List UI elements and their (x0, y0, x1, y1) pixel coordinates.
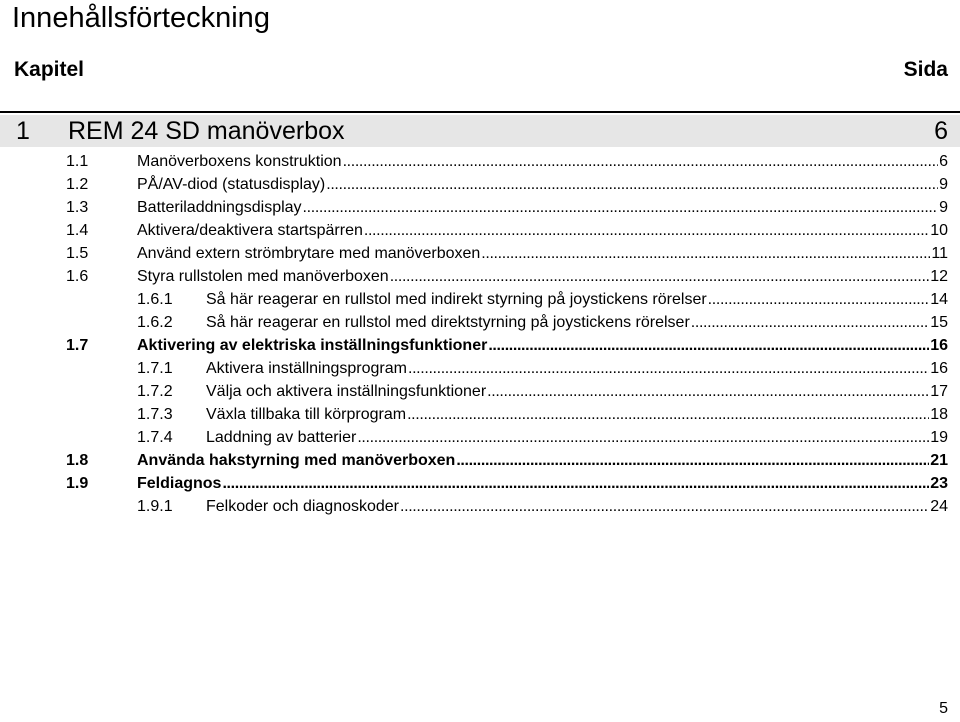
toc-entry-title: Använd extern strömbrytare med manöverboxen (137, 245, 481, 262)
toc-entry[interactable] (0, 403, 960, 426)
toc-entry-page: 9 (939, 199, 948, 216)
toc-entry-title: Växla tillbaka till körprogram (206, 406, 407, 423)
toc-entry[interactable] (0, 380, 960, 403)
toc-entry[interactable] (0, 449, 960, 472)
toc-entry-title: Manöverboxens konstruktion (137, 153, 342, 170)
toc-entry[interactable] (0, 196, 960, 219)
toc-entry[interactable] (0, 173, 960, 196)
toc-entry[interactable] (0, 334, 960, 357)
toc-entry-page: 6 (939, 153, 948, 170)
toc-entry[interactable] (0, 495, 960, 518)
toc-entry-number: 1.7 (66, 337, 89, 354)
dot-leader (303, 196, 939, 219)
page-title: Innehållsförteckning (12, 2, 270, 34)
toc-entry-number: 1.6.2 (137, 314, 173, 331)
dot-leader (222, 472, 929, 495)
dot-leader (400, 495, 929, 518)
dot-leader (487, 380, 929, 403)
column-header-page: Sida (903, 58, 948, 81)
toc-entry-page: 16 (930, 337, 948, 354)
toc-entry-number: 1.7.2 (137, 383, 173, 400)
toc-entry-page: 23 (930, 475, 948, 492)
chapter-number: 1 (16, 116, 30, 145)
toc-entry-page: 24 (930, 498, 948, 515)
toc-entry-title: Så här reagerar en rullstol med indirekt styrning på joystickens rörelser (206, 291, 707, 308)
dot-leader (326, 173, 938, 196)
toc-entry[interactable] (0, 242, 960, 265)
dot-leader (390, 265, 930, 288)
toc-entry-number: 1.8 (66, 452, 89, 469)
toc-entry-number: 1.9.1 (137, 498, 173, 515)
toc-entry-title: PÅ/AV-diod (statusdisplay) (137, 176, 326, 193)
toc-entry-title: Använda hakstyrning med manöverboxen (137, 452, 456, 469)
toc-entry-title: Felkoder och diagnoskoder (206, 498, 400, 515)
toc-entry[interactable] (0, 311, 960, 334)
toc-entry[interactable] (0, 288, 960, 311)
toc-entry[interactable] (0, 265, 960, 288)
dot-leader (343, 150, 939, 173)
toc-entry-page: 16 (930, 360, 948, 377)
toc-entry-title: Styra rullstolen med manöverboxen (137, 268, 389, 285)
toc-entry-number: 1.2 (66, 176, 89, 193)
dot-leader (456, 449, 929, 472)
toc-entry[interactable] (0, 472, 960, 495)
toc-entry-title: Batteriladdningsdisplay (137, 199, 302, 216)
toc-entry-title: Laddning av batterier (206, 429, 357, 446)
toc-entry-title: Aktivera/deaktivera startspärren (137, 222, 363, 239)
toc-list (0, 150, 960, 518)
toc-entry[interactable] (0, 150, 960, 173)
toc-entry-page: 19 (930, 429, 948, 446)
toc-entry-title: Aktivera inställningsprogram (206, 360, 407, 377)
toc-entry-title: Feldiagnos (137, 475, 222, 492)
toc-entry-number: 1.5 (66, 245, 89, 262)
toc-entry-number: 1.3 (66, 199, 89, 216)
toc-entry-number: 1.6.1 (137, 291, 173, 308)
toc-entry[interactable] (0, 219, 960, 242)
toc-entry-page: 12 (930, 268, 948, 285)
dot-leader (407, 403, 929, 426)
toc-entry-number: 1.7.4 (137, 429, 173, 446)
toc-entry-number: 1.7.3 (137, 406, 173, 423)
toc-entry-page: 11 (931, 245, 948, 262)
toc-entry-page: 18 (930, 406, 948, 423)
toc-entry-number: 1.4 (66, 222, 89, 239)
toc-entry-page: 9 (939, 176, 948, 193)
chapter-title: REM 24 SD manöverbox (68, 116, 345, 145)
toc-entry-number: 1.6 (66, 268, 89, 285)
toc-entry-title: Aktivering av elektriska inställningsfunktioner (137, 337, 488, 354)
toc-entry[interactable] (0, 426, 960, 449)
toc-entry-page: 14 (930, 291, 948, 308)
dot-leader (691, 311, 929, 334)
toc-entry-page: 10 (930, 222, 948, 239)
toc-entry-number: 1.1 (66, 153, 89, 170)
toc-entry-title: Välja och aktivera inställningsfunktioner (206, 383, 487, 400)
toc-entry-page: 17 (930, 383, 948, 400)
header-divider (0, 111, 960, 113)
toc-entry-page: 21 (930, 452, 948, 469)
dot-leader (408, 357, 929, 380)
chapter-page: 6 (934, 116, 948, 145)
toc-entry-number: 1.7.1 (137, 360, 173, 377)
page-number: 5 (939, 700, 948, 717)
dot-leader (481, 242, 930, 265)
toc-entry[interactable] (0, 357, 960, 380)
dot-leader (488, 334, 929, 357)
toc-entry-title: Så här reagerar en rullstol med direktstyrning på joystickens rörelser (206, 314, 690, 331)
dot-leader (708, 288, 930, 311)
dot-leader (364, 219, 929, 242)
chapter-heading[interactable] (0, 115, 960, 147)
toc-entry-number: 1.9 (66, 475, 89, 492)
dot-leader (357, 426, 929, 449)
toc-entry-page: 15 (930, 314, 948, 331)
column-header-chapter: Kapitel (14, 58, 85, 81)
